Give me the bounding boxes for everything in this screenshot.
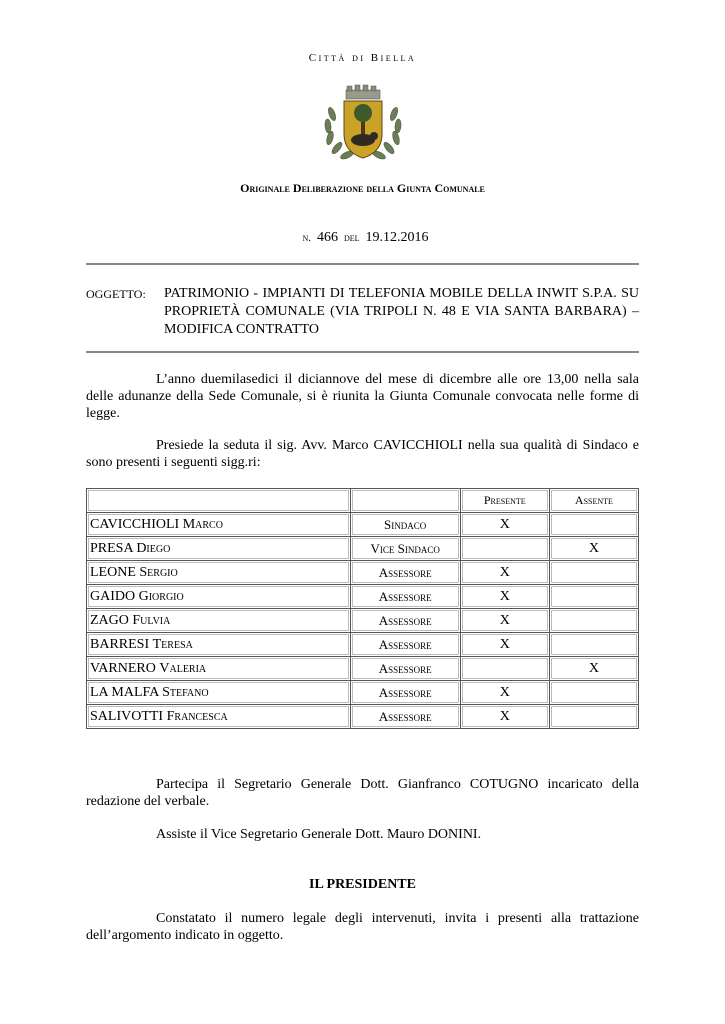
document-number-line: [0, 230, 725, 246]
absent-mark: [549, 705, 638, 729]
member-first-name: Fulvia: [132, 612, 171, 628]
absent-mark: X: [549, 537, 638, 561]
vice-secretary-paragraph: Assiste il Vice Segretario Generale Dott. Mauro DONINI.: [156, 827, 482, 842]
present-mark: [460, 537, 549, 561]
subject-label: OGGETTO:: [86, 287, 146, 301]
table-row: [87, 513, 639, 537]
member-role: Assessore: [350, 585, 460, 609]
member-name: [87, 537, 351, 561]
document-date: 19.12.2016: [365, 230, 429, 245]
absent-mark: [549, 681, 638, 705]
secretary-paragraph: Partecipa il Segretario Generale Dott. Gianfranco COTUGNO incaricato della redazione del verbale.: [86, 777, 639, 809]
member-name: [87, 657, 351, 681]
header-role: [350, 489, 460, 513]
present-mark: X: [460, 561, 549, 585]
table-row: [87, 681, 639, 705]
member-role: Assessore: [350, 633, 460, 657]
member-name: [87, 585, 351, 609]
member-first-name: Valeria: [159, 660, 207, 676]
table-row: [87, 585, 639, 609]
present-mark: X: [460, 609, 549, 633]
member-role: Assessore: [350, 657, 460, 681]
attendance-table: [86, 488, 639, 729]
member-role: Assessore: [350, 609, 460, 633]
member-role: Assessore: [350, 705, 460, 729]
member-name: [87, 633, 351, 657]
member-surname: LEONE: [90, 564, 136, 580]
absent-mark: [549, 585, 638, 609]
city-name: Città di Biella: [308, 52, 417, 64]
table-row: [87, 657, 639, 681]
member-role: Assessore: [350, 561, 460, 585]
member-role: Sindaco: [350, 513, 460, 537]
member-name: [87, 681, 351, 705]
chair-paragraph: Presiede la seduta il sig. Avv. Marco CAVICCHIOLI nella sua qualità di Sindaco e sono presenti i seguenti sigg.ri:: [86, 438, 639, 470]
member-surname: ZAGO: [90, 612, 129, 628]
member-surname: SALIVOTTI: [90, 708, 164, 724]
member-first-name: Giorgio: [138, 588, 184, 604]
intro-paragraph: L’anno duemilasedici il diciannove del mese di dicembre alle ore 13,00 nella sala delle adunanze della Sede Comunale, si è riunita la Giunta Comunale convocata nelle forme di legge.: [86, 372, 639, 421]
member-name: [87, 705, 351, 729]
member-role: Assessore: [350, 681, 460, 705]
present-mark: X: [460, 513, 549, 537]
bottom-divider: [86, 351, 639, 353]
table-row: [87, 609, 639, 633]
president-heading: IL PRESIDENTE: [309, 877, 416, 892]
member-first-name: Francesca: [166, 708, 228, 724]
subject-block: [86, 285, 639, 339]
member-surname: CAVICCHIOLI: [90, 516, 180, 532]
table-row: [87, 537, 639, 561]
present-mark: X: [460, 681, 549, 705]
header-absent: Assente: [549, 489, 638, 513]
present-mark: [460, 657, 549, 681]
table-row: [87, 705, 639, 729]
number-label: n.: [302, 232, 311, 244]
member-surname: LA MALFA: [90, 684, 159, 700]
present-mark: X: [460, 705, 549, 729]
member-name: [87, 609, 351, 633]
absent-mark: [549, 513, 638, 537]
member-name: [87, 561, 351, 585]
member-surname: PRESA: [90, 540, 133, 556]
member-first-name: Diego: [136, 540, 171, 556]
member-surname: GAIDO: [90, 588, 136, 604]
member-surname: VARNERO: [90, 660, 156, 676]
member-first-name: Sergio: [139, 564, 178, 580]
member-first-name: Teresa: [152, 636, 193, 652]
header-present: Presente: [460, 489, 549, 513]
top-divider: [86, 263, 639, 265]
absent-mark: [549, 633, 638, 657]
closing-paragraph: Constatato il numero legale degli intervenuti, invita i presenti alla trattazione dell’argomento indicato in oggetto.: [86, 911, 639, 943]
table-row: [87, 633, 639, 657]
absent-mark: X: [549, 657, 638, 681]
table-row: [87, 561, 639, 585]
header-name: [87, 489, 351, 513]
subject-text: PATRIMONIO - IMPIANTI DI TELEFONIA MOBILE DELLA INWIT S.P.A. SU PROPRIETÀ COMUNALE (VIA TRIPOLI N. 48 E VIA SANTA BARBARA) – MODIFICA CONTRATTO: [164, 286, 639, 337]
date-label: del: [343, 232, 360, 244]
present-mark: X: [460, 585, 549, 609]
member-first-name: Marco: [182, 516, 223, 532]
member-role: Vice Sindaco: [350, 537, 460, 561]
document-number: 466: [316, 230, 338, 245]
present-mark: X: [460, 633, 549, 657]
member-surname: BARRESI: [90, 636, 150, 652]
absent-mark: [549, 609, 638, 633]
member-name: [87, 513, 351, 537]
document-type: Originale Deliberazione della Giunta Comunale: [240, 181, 485, 195]
absent-mark: [549, 561, 638, 585]
table-header-row: [87, 489, 639, 513]
member-first-name: Stefano: [162, 684, 209, 700]
city-crest-icon: [318, 84, 408, 166]
